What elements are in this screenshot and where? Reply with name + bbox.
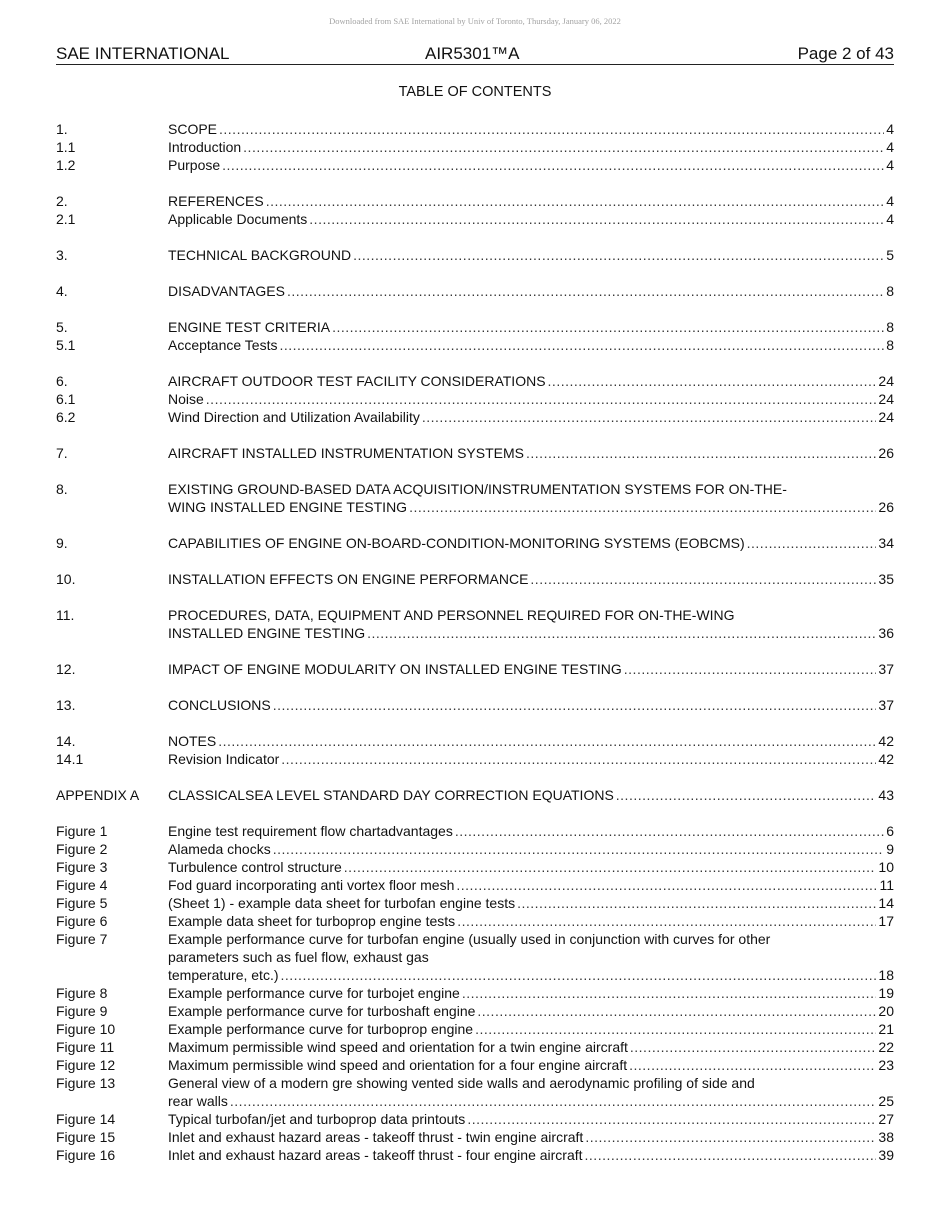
toc-entry-page: 21	[878, 1021, 894, 1037]
header-document-number: AIR5301™A	[425, 44, 520, 63]
toc-entry-title: Example performance curve for turbojet engine	[168, 985, 460, 1001]
toc-entry-title: INSTALLATION EFFECTS ON ENGINE PERFORMANCE	[168, 571, 529, 587]
toc-entry-title: Inlet and exhaust hazard areas - takeoff thrust - twin engine aircraft	[168, 1129, 584, 1145]
toc-entry-page: 4	[886, 121, 894, 137]
toc-entry-title: Noise	[168, 391, 204, 407]
toc-entry-title: AIRCRAFT INSTALLED INSTRUMENTATION SYSTEMS	[168, 445, 525, 461]
toc-entry-title: DISADVANTAGES	[168, 283, 285, 299]
toc-entry[interactable]	[56, 732, 894, 750]
toc-entry-title: rear walls	[168, 1093, 228, 1109]
toc-entry-title: Applicable Documents	[168, 211, 308, 227]
dot-leader	[409, 498, 876, 516]
toc-entry-page: 10	[878, 859, 894, 875]
toc-entry-number: Figure 10	[56, 1021, 116, 1037]
dot-leader	[624, 660, 877, 678]
toc-entry-number: 1.2	[56, 157, 76, 173]
toc-entry[interactable]	[56, 444, 894, 462]
toc-entry[interactable]	[56, 930, 894, 984]
toc-entry-page: 6	[886, 823, 894, 839]
toc-entry[interactable]	[56, 1020, 894, 1038]
toc-entry-number: Figure 13	[56, 1075, 116, 1091]
dot-leader	[281, 750, 876, 768]
toc-entry-page: 38	[878, 1129, 894, 1145]
header-page-number: Page 2 of 43	[797, 44, 894, 63]
toc-entry-page: 4	[886, 157, 894, 173]
toc-entry-number: Figure 2	[56, 841, 108, 857]
toc-entry-title: Example data sheet for turboprop engine tests	[168, 913, 456, 929]
toc-entry-title-line: EXISTING GROUND-BASED DATA ACQUISITION/INSTRUMENTATION SYSTEMS FOR ON-THE-	[168, 481, 787, 497]
toc-entry-title-line: General view of a modern gre showing vented side walls and aerodynamic profiling of side and	[168, 1075, 755, 1091]
toc-entry-number: Figure 14	[56, 1111, 116, 1127]
toc-entry-page: 37	[878, 697, 894, 713]
toc-entry[interactable]	[56, 318, 894, 336]
dot-leader	[353, 246, 884, 264]
toc-entry-page: 8	[886, 319, 894, 335]
toc-entry-number: 6.1	[56, 391, 76, 407]
toc-entry-number: 9.	[56, 535, 68, 551]
dot-leader	[230, 1092, 877, 1110]
toc-entry[interactable]	[56, 894, 894, 912]
toc-entry[interactable]	[56, 282, 894, 300]
dot-leader	[462, 984, 877, 1002]
toc-entry-page: 25	[878, 1093, 894, 1109]
toc-entry-number: 12.	[56, 661, 76, 677]
toc-entry-number: 2.1	[56, 211, 76, 227]
toc-entry-number: 6.	[56, 373, 68, 389]
toc-entry-number: 14.	[56, 733, 76, 749]
toc-entry-page: 37	[878, 661, 894, 677]
toc-entry-title: TECHNICAL BACKGROUND	[168, 247, 352, 263]
toc-entry-title: IMPACT OF ENGINE MODULARITY ON INSTALLED ENGINE TESTING	[168, 661, 622, 677]
dot-leader	[243, 138, 884, 156]
dot-leader	[273, 696, 877, 714]
toc-entry[interactable]	[56, 570, 894, 588]
dot-leader	[455, 822, 884, 840]
toc-entry-title: CLASSICALSEA LEVEL STANDARD DAY CORRECTION EQUATIONS	[168, 787, 614, 803]
toc-entry[interactable]	[56, 1056, 894, 1074]
dot-leader	[206, 390, 877, 408]
toc-entry-page: 11	[879, 877, 894, 893]
toc-entry[interactable]	[56, 1038, 894, 1056]
toc-entry-title: temperature, etc.)	[168, 967, 279, 983]
toc-entry-page: 23	[878, 1057, 894, 1073]
toc-entry-page: 8	[886, 283, 894, 299]
dot-leader	[585, 1128, 876, 1146]
toc-entry[interactable]	[56, 138, 894, 156]
toc-entry[interactable]	[56, 786, 894, 804]
toc-entry-page: 35	[878, 571, 894, 587]
dot-leader	[332, 318, 884, 336]
table-of-contents	[56, 120, 894, 1164]
toc-entry[interactable]	[56, 246, 894, 264]
toc-entry-number: APPENDIX A	[56, 787, 140, 803]
toc-entry-title: Revision Indicator	[168, 751, 280, 767]
dot-leader	[630, 1038, 877, 1056]
toc-entry[interactable]	[56, 1146, 894, 1164]
toc-entry[interactable]	[56, 534, 894, 552]
toc-entry-number: 6.2	[56, 409, 76, 425]
toc-entry[interactable]	[56, 876, 894, 894]
toc-entry-page: 27	[878, 1111, 894, 1127]
toc-entry-page: 42	[878, 733, 894, 749]
toc-entry-title: Fod guard incorporating anti vortex floor mesh	[168, 877, 455, 893]
toc-entry-title: Maximum permissible wind speed and orientation for a four engine aircraft	[168, 1057, 628, 1073]
toc-entry-page: 17	[878, 913, 894, 929]
toc-entry[interactable]	[56, 390, 894, 408]
dot-leader	[467, 1110, 876, 1128]
toc-entry-title: AIRCRAFT OUTDOOR TEST FACILITY CONSIDERATIONS	[168, 373, 546, 389]
toc-entry-page: 42	[878, 751, 894, 767]
toc-entry-title: Turbulence control structure	[168, 859, 342, 875]
header-publisher: SAE INTERNATIONAL	[56, 44, 230, 63]
dot-leader	[548, 372, 877, 390]
toc-entry-page: 9	[886, 841, 894, 857]
toc-title: TABLE OF CONTENTS	[398, 84, 552, 100]
dot-leader	[629, 1056, 876, 1074]
toc-entry-page: 43	[878, 787, 894, 803]
toc-entry[interactable]	[56, 696, 894, 714]
toc-entry-number: 1.1	[56, 139, 76, 155]
dot-leader	[222, 156, 884, 174]
toc-entry[interactable]	[56, 912, 894, 930]
toc-entry-title-line: parameters such as fuel flow, exhaust gas	[168, 949, 429, 965]
toc-entry-title: NOTES	[168, 733, 217, 749]
toc-entry-number: 5.1	[56, 337, 76, 353]
toc-entry-title: Purpose	[168, 157, 221, 173]
toc-entry[interactable]	[56, 120, 894, 138]
toc-entry-title: Acceptance Tests	[168, 337, 278, 353]
toc-entry-page: 5	[886, 247, 894, 263]
toc-entry-number: 10.	[56, 571, 76, 587]
toc-entry-number: 5.	[56, 319, 68, 335]
toc-entry-title: REFERENCES	[168, 193, 264, 209]
toc-entry-title: WING INSTALLED ENGINE TESTING	[168, 499, 408, 515]
toc-entry-page: 20	[878, 1003, 894, 1019]
toc-entry-page: 4	[886, 193, 894, 209]
toc-entry-title: SCOPE	[168, 121, 218, 137]
toc-entry-number: 7.	[56, 445, 68, 461]
toc-entry-page: 19	[878, 985, 894, 1001]
toc-entry-page: 36	[878, 625, 894, 641]
dot-leader	[616, 786, 877, 804]
dot-leader	[287, 282, 884, 300]
dot-leader	[530, 570, 876, 588]
toc-entry[interactable]	[56, 372, 894, 390]
toc-entry[interactable]	[56, 1002, 894, 1020]
dot-leader	[585, 1146, 877, 1164]
toc-entry[interactable]	[56, 822, 894, 840]
toc-entry[interactable]	[56, 984, 894, 1002]
toc-entry-page: 14	[878, 895, 894, 911]
dot-leader	[219, 120, 884, 138]
toc-entry-page: 4	[886, 211, 894, 227]
toc-entry[interactable]	[56, 840, 894, 858]
toc-entry-title-line: Example performance curve for turbofan engine (usually used in conjunction with curves for other	[168, 931, 771, 947]
toc-entry-page: 39	[878, 1147, 894, 1163]
toc-entry-title: Maximum permissible wind speed and orientation for a twin engine aircraft	[168, 1039, 628, 1055]
toc-entry-number: 14.1	[56, 751, 84, 767]
toc-entry-page: 4	[886, 139, 894, 155]
toc-entry-page: 24	[878, 391, 894, 407]
toc-entry[interactable]	[56, 156, 894, 174]
dot-leader	[456, 876, 877, 894]
toc-entry-number: Figure 1	[56, 823, 108, 839]
dot-leader	[344, 858, 877, 876]
toc-entry[interactable]	[56, 210, 894, 228]
toc-entry-page: 24	[878, 373, 894, 389]
dot-leader	[477, 1002, 876, 1020]
toc-entry-number: 13.	[56, 697, 76, 713]
toc-entry[interactable]	[56, 606, 894, 642]
dot-leader	[266, 192, 885, 210]
toc-entry-number: Figure 16	[56, 1147, 116, 1163]
toc-entry[interactable]	[56, 480, 894, 516]
download-watermark: Downloaded from SAE International by Univ of Toronto, Thursday, January 06, 2022	[329, 16, 621, 26]
page-header	[56, 44, 894, 65]
toc-entry-title: ENGINE TEST CRITERIA	[168, 319, 331, 335]
dot-leader	[526, 444, 876, 462]
dot-leader	[517, 894, 876, 912]
dot-leader	[218, 732, 876, 750]
toc-entry-number: 2.	[56, 193, 68, 209]
dot-leader	[281, 966, 877, 984]
toc-entry-page: 24	[878, 409, 894, 425]
dot-leader	[367, 624, 876, 642]
toc-entry-title: Inlet and exhaust hazard areas - takeoff thrust - four engine aircraft	[168, 1147, 583, 1163]
toc-entry-title: Example performance curve for turboprop engine	[168, 1021, 474, 1037]
toc-entry-page: 26	[878, 445, 894, 461]
toc-entry-number: Figure 15	[56, 1129, 116, 1145]
toc-entry-title: Alameda chocks	[168, 841, 271, 857]
toc-entry-number: Figure 6	[56, 913, 108, 929]
toc-entry-number: 4.	[56, 283, 68, 299]
toc-entry-number: Figure 7	[56, 931, 108, 947]
dot-leader	[422, 408, 877, 426]
dot-leader	[279, 336, 884, 354]
toc-entry-title: INSTALLED ENGINE TESTING	[168, 625, 366, 641]
toc-entry-number: Figure 5	[56, 895, 108, 911]
toc-entry[interactable]	[56, 408, 894, 426]
toc-entry-page: 18	[878, 967, 894, 983]
toc-entry[interactable]	[56, 1110, 894, 1128]
toc-entry-number: Figure 12	[56, 1057, 116, 1073]
toc-entry-page: 8	[886, 337, 894, 353]
dot-leader	[457, 912, 876, 930]
toc-entry-page: 26	[878, 499, 894, 515]
toc-entry-number: Figure 4	[56, 877, 108, 893]
dot-leader	[309, 210, 884, 228]
toc-entry-number: 11.	[56, 607, 75, 623]
toc-entry-number: Figure 3	[56, 859, 108, 875]
toc-entry[interactable]	[56, 1074, 894, 1110]
toc-entry[interactable]	[56, 660, 894, 678]
toc-entry-title: Typical turbofan/jet and turboprop data printouts	[168, 1111, 466, 1127]
toc-entry-number: 3.	[56, 247, 68, 263]
toc-entry-number: Figure 8	[56, 985, 108, 1001]
toc-entry[interactable]	[56, 336, 894, 354]
toc-entry[interactable]	[56, 192, 894, 210]
toc-entry-number: 1.	[56, 121, 68, 137]
toc-entry-title: Wind Direction and Utilization Availability	[168, 409, 420, 425]
dot-leader	[273, 840, 884, 858]
toc-entry[interactable]	[56, 1128, 894, 1146]
toc-entry[interactable]	[56, 750, 894, 768]
toc-entry-title: Example performance curve for turboshaft engine	[168, 1003, 476, 1019]
toc-entry-number: 8.	[56, 481, 68, 497]
dot-leader	[475, 1020, 876, 1038]
toc-entry-title-line: PROCEDURES, DATA, EQUIPMENT AND PERSONNEL REQUIRED FOR ON-THE-WING	[168, 607, 735, 623]
toc-entry-title: Engine test requirement flow chartadvantages	[168, 823, 453, 839]
toc-entry-page: 34	[878, 535, 894, 551]
toc-entry-title: Introduction	[168, 139, 242, 155]
toc-entry-number: Figure 11	[56, 1039, 115, 1055]
dot-leader	[747, 534, 877, 552]
toc-entry-title: CAPABILITIES OF ENGINE ON-BOARD-CONDITION-MONITORING SYSTEMS (EOBCMS)	[168, 535, 745, 551]
toc-entry-number: Figure 9	[56, 1003, 108, 1019]
toc-entry[interactable]	[56, 858, 894, 876]
toc-entry-title: (Sheet 1) - example data sheet for turbofan engine tests	[168, 895, 516, 911]
toc-entry-title: CONCLUSIONS	[168, 697, 271, 713]
toc-entry-page: 22	[878, 1039, 894, 1055]
